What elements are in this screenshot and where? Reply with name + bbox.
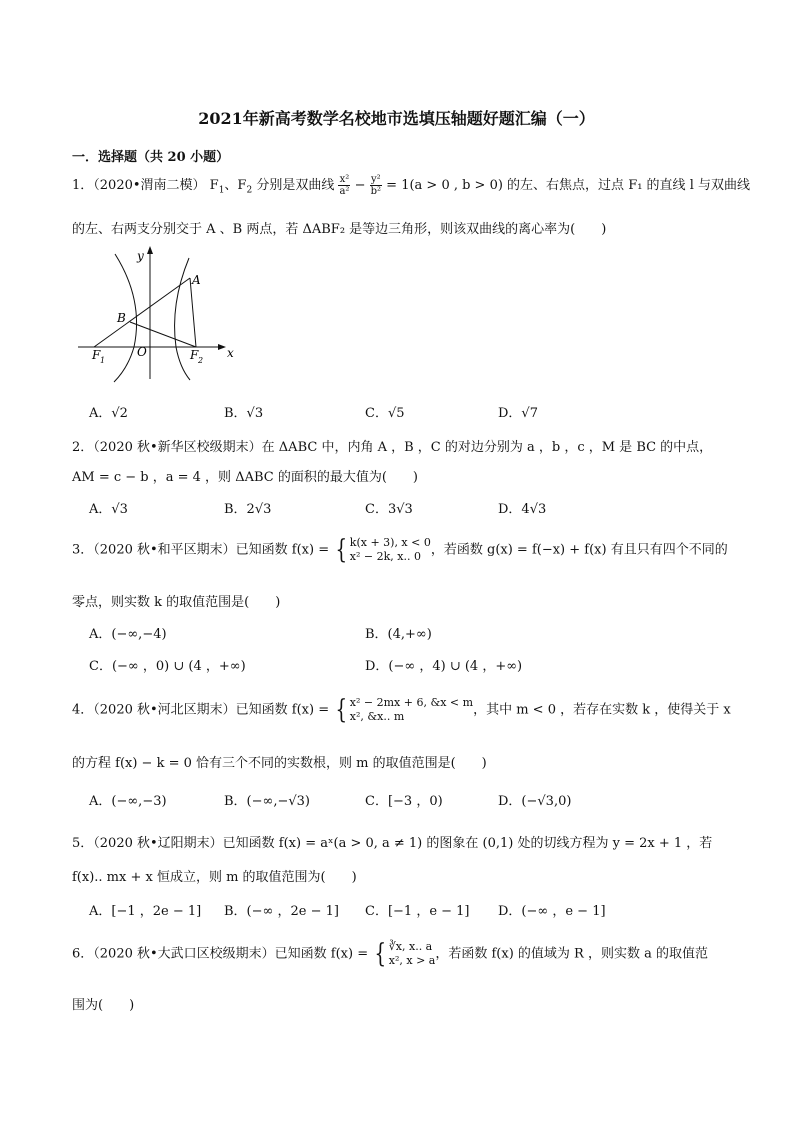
question-5-line-2: f(x).. mx + x 恒成立，则 m 的取值范围为( ) bbox=[72, 870, 357, 885]
hyperbola-figure bbox=[72, 244, 247, 384]
q1-text-b: 、F bbox=[224, 178, 247, 193]
q2-option-a[interactable]: A．√3 bbox=[89, 502, 128, 517]
q5-option-c[interactable]: C．[−1 ，e − 1] bbox=[365, 904, 470, 919]
q4-cases bbox=[350, 696, 473, 724]
label-f1: F bbox=[92, 348, 101, 362]
q1-text-a: 1．（2020•渭南二模） F bbox=[72, 178, 219, 193]
q6-case-2: x², x > a bbox=[388, 954, 436, 967]
question-4-line-2: 的方程 f(x) − k = 0 恰有三个不同的实数根，则 m 的取值范围是( ) bbox=[72, 756, 487, 771]
q5-option-b[interactable]: B．(−∞ ，2e − 1] bbox=[224, 904, 339, 919]
label-x: x bbox=[227, 346, 234, 360]
y-axis-arrow bbox=[147, 246, 153, 254]
q4-option-c[interactable]: C．[−3 ，0) bbox=[365, 794, 443, 809]
label-f1-sub: 1 bbox=[100, 356, 106, 365]
q1-minus: − bbox=[350, 178, 370, 193]
q3-cases bbox=[350, 536, 431, 564]
q5-option-a[interactable]: A．[−1 ，2e − 1] bbox=[89, 904, 202, 919]
q1-option-d[interactable]: D．√7 bbox=[498, 406, 538, 421]
q2-option-b[interactable]: B．2√3 bbox=[224, 502, 272, 517]
label-o: O bbox=[137, 345, 147, 359]
q6-cases bbox=[389, 940, 436, 968]
q4-text-b: ，其中 m < 0 ，若存在实数 k ，使得关于 x bbox=[473, 702, 731, 718]
question-2-line-1: 2．（2020 秋•新华区校级期末）在 ΔABC 中，内角 A ，B ，C 的对边分别为 a ，b ，c ，M 是 BC 的中点， bbox=[72, 440, 713, 455]
x-axis-arrow bbox=[218, 344, 226, 350]
question-4-line-1 bbox=[72, 696, 731, 724]
q4-option-d[interactable]: D．(−√3,0) bbox=[498, 794, 572, 809]
q2-option-d[interactable]: D．4√3 bbox=[498, 502, 547, 517]
q1-frac2-den: b² bbox=[370, 186, 382, 197]
label-b: B bbox=[117, 311, 126, 325]
q1-sub-1: 1 bbox=[218, 185, 225, 196]
q1-option-a[interactable]: A．√2 bbox=[89, 406, 128, 421]
page-title: 2021年新高考数学名校地市选填压轴题好题汇编（一） bbox=[198, 109, 595, 128]
q1-option-b[interactable]: B．√3 bbox=[224, 406, 264, 421]
q3-brace: { bbox=[335, 535, 348, 565]
q3-text-b: ，若函数 g(x) = f(−x) + f(x) 有且只有四个不同的 bbox=[430, 542, 728, 558]
q3-case-1: k(x + 3), x < 0 bbox=[349, 536, 431, 549]
question-3-line-1 bbox=[72, 536, 728, 564]
hyperbola-right-branch bbox=[175, 258, 190, 380]
q6-text-b: ，若函数 f(x) 的值域为 R ，则实数 a 的取值范 bbox=[435, 946, 708, 962]
question-2-line-2: AM = c − b ，a = 4 ，则 ΔABC 的面积的最大值为( ) bbox=[72, 470, 418, 485]
question-1-line-2: 的左、右两支分别交于 A 、B 两点，若 ΔABF₂ 是等边三角形，则该双曲线的离心率为( ) bbox=[72, 222, 607, 237]
label-f2: F bbox=[190, 348, 199, 362]
q1-text-c: 分别是双曲线 bbox=[252, 178, 339, 193]
q3-case-2: x² − 2k, x.. 0 bbox=[349, 550, 421, 563]
question-6-line-1 bbox=[72, 940, 708, 968]
q2-option-c[interactable]: C．3√3 bbox=[365, 502, 413, 517]
q4-option-b[interactable]: B．(−∞,−√3) bbox=[224, 794, 310, 809]
q3-text-a: 3．（2020 秋•和平区期末）已知函数 f(x) = bbox=[72, 542, 334, 558]
q6-text-a: 6．（2020 秋•大武口区校级期末）已知函数 f(x) = bbox=[72, 946, 373, 962]
q4-case-1: x² − 2mx + 6, &x < m bbox=[349, 696, 474, 709]
q3-option-c[interactable]: C．(−∞ ，0) ∪ (4 ，+∞) bbox=[89, 659, 246, 674]
question-5-line-1: 5．（2020 秋•辽阳期末）已知函数 f(x) = aˣ(a > 0, a ≠ 1) 的图象在 (0,1) 处的切线方程为 y = 2x + 1 ，若 bbox=[72, 836, 713, 851]
q3-option-b[interactable]: B．(4,+∞) bbox=[365, 627, 432, 642]
q1-frac1-num: x² bbox=[339, 174, 350, 185]
label-y: y bbox=[137, 249, 144, 263]
q1-frac2-num: y² bbox=[370, 174, 381, 185]
q4-case-2: x², &x.. m bbox=[349, 710, 405, 723]
question-6-line-2: 围为( ) bbox=[72, 998, 135, 1013]
segment-af2 bbox=[190, 278, 196, 347]
label-f2-sub: 2 bbox=[198, 356, 204, 365]
q1-fraction-2 bbox=[370, 174, 382, 197]
q3-option-d[interactable]: D．(−∞ ，4) ∪ (4 ，+∞) bbox=[365, 659, 523, 674]
section-heading: 一．选择题（共 20 小题） bbox=[72, 150, 230, 165]
q4-text-a: 4．（2020 秋•河北区期末）已知函数 f(x) = bbox=[72, 702, 334, 718]
label-a: A bbox=[192, 273, 201, 287]
q4-option-a[interactable]: A．(−∞,−3) bbox=[89, 794, 167, 809]
q6-brace: { bbox=[374, 939, 387, 969]
q1-option-c[interactable]: C．√5 bbox=[365, 406, 405, 421]
q4-brace: { bbox=[335, 695, 348, 725]
question-1-line-1 bbox=[72, 174, 750, 197]
q6-case-1: ∛x, x.. a bbox=[388, 940, 433, 953]
q3-option-a[interactable]: A．(−∞,−4) bbox=[89, 627, 167, 642]
q5-option-d[interactable]: D．(−∞ ，e − 1] bbox=[498, 904, 606, 919]
q1-sub-2: 2 bbox=[246, 185, 253, 196]
q1-frac1-den: a² bbox=[339, 186, 350, 197]
q1-text-d: = 1(a > 0 , b > 0) 的左、右焦点，过点 F₁ 的直线 l 与双曲线 bbox=[382, 178, 750, 193]
segment-bf2 bbox=[130, 322, 196, 347]
question-3-line-2: 零点，则实数 k 的取值范围是( ) bbox=[72, 595, 281, 610]
q1-fraction-1 bbox=[338, 174, 350, 197]
